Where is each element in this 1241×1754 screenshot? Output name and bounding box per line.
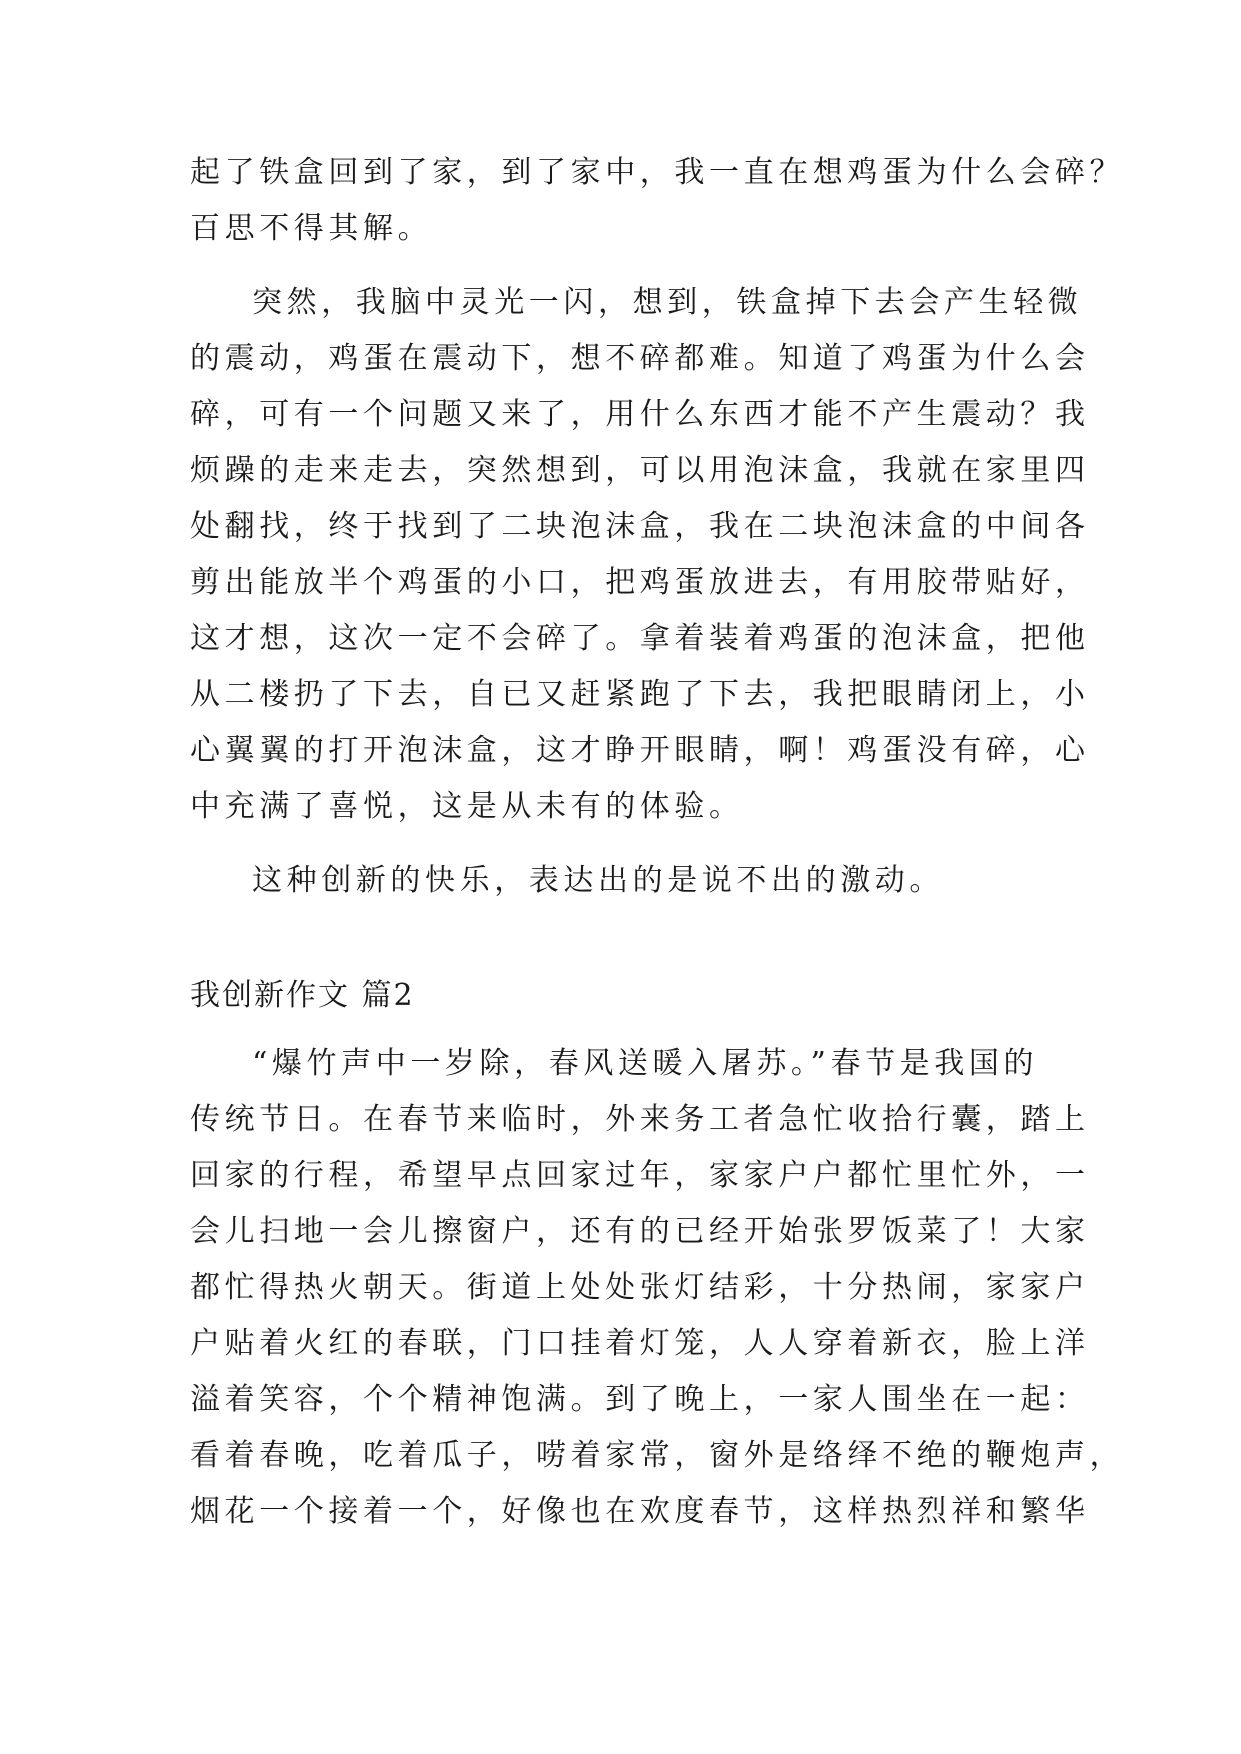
text-line: 烦躁的走来走去，突然想到，可以用泡沫盒，我就在家里四: [190, 453, 1090, 488]
text-line: 传统节日。在春节来临时，外来务工者急忙收拾行囊，踏上: [190, 1102, 1090, 1137]
paragraph-first-line: 这种创新的快乐，表达出的是说不出的激动。: [252, 863, 944, 898]
text-line: 回家的行程，希望早点回家过年，家家户户都忙里忙外，一: [190, 1158, 1090, 1193]
section-heading: 我创新作文 篇2: [190, 978, 415, 1013]
text-line: 溢着笑容，个个精神饱满。到了晚上，一家人围坐在一起：: [190, 1382, 1090, 1417]
text-line: 百思不得其解。: [190, 211, 433, 246]
text-line: 处翻找，终于找到了二块泡沫盒，我在二块泡沫盒的中间各: [190, 509, 1090, 544]
text-line: 心翼翼的打开泡沫盒，这才睁开眼睛，啊！鸡蛋没有碎，心: [190, 733, 1090, 768]
text-line: 起了铁盒回到了家，到了家中，我一直在想鸡蛋为什么会碎？: [190, 155, 1125, 190]
text-line: 户贴着火红的春联，门口挂着灯笼，人人穿着新衣，脸上洋: [190, 1326, 1090, 1361]
text-line: 剪出能放半个鸡蛋的小口，把鸡蛋放进去，有用胶带贴好，: [190, 565, 1090, 600]
text-line: 这才想，这次一定不会碎了。拿着装着鸡蛋的泡沫盒，把他: [190, 621, 1090, 656]
text-line: 会儿扫地一会儿擦窗户，还有的已经开始张罗饭菜了！大家: [190, 1214, 1090, 1249]
paragraph-first-line: 突然，我脑中灵光一闪，想到，铁盒掉下去会产生轻微: [252, 285, 1083, 320]
text-line: 碎，可有一个问题又来了，用什么东西才能不产生震动？我: [190, 397, 1090, 432]
text-line: 烟花一个接着一个，好像也在欢度春节，这样热烈祥和繁华: [190, 1494, 1090, 1529]
text-line: 都忙得热火朝天。街道上处处张灯结彩，十分热闹，家家户: [190, 1270, 1090, 1305]
text-line: 的震动，鸡蛋在震动下，想不碎都难。知道了鸡蛋为什么会: [190, 341, 1090, 376]
paragraph-first-line: “爆竹声中一岁除，春风送暖入屠苏。”春节是我国的: [252, 1046, 1039, 1081]
text-line: 从二楼扔了下去，自已又赶紧跑了下去，我把眼睛闭上，小: [190, 677, 1090, 712]
text-line: 中充满了喜悦，这是从未有的体验。: [190, 789, 744, 824]
text-line: 看着春晚，吃着瓜子，唠着家常，窗外是络绎不绝的鞭炮声，: [190, 1438, 1125, 1473]
